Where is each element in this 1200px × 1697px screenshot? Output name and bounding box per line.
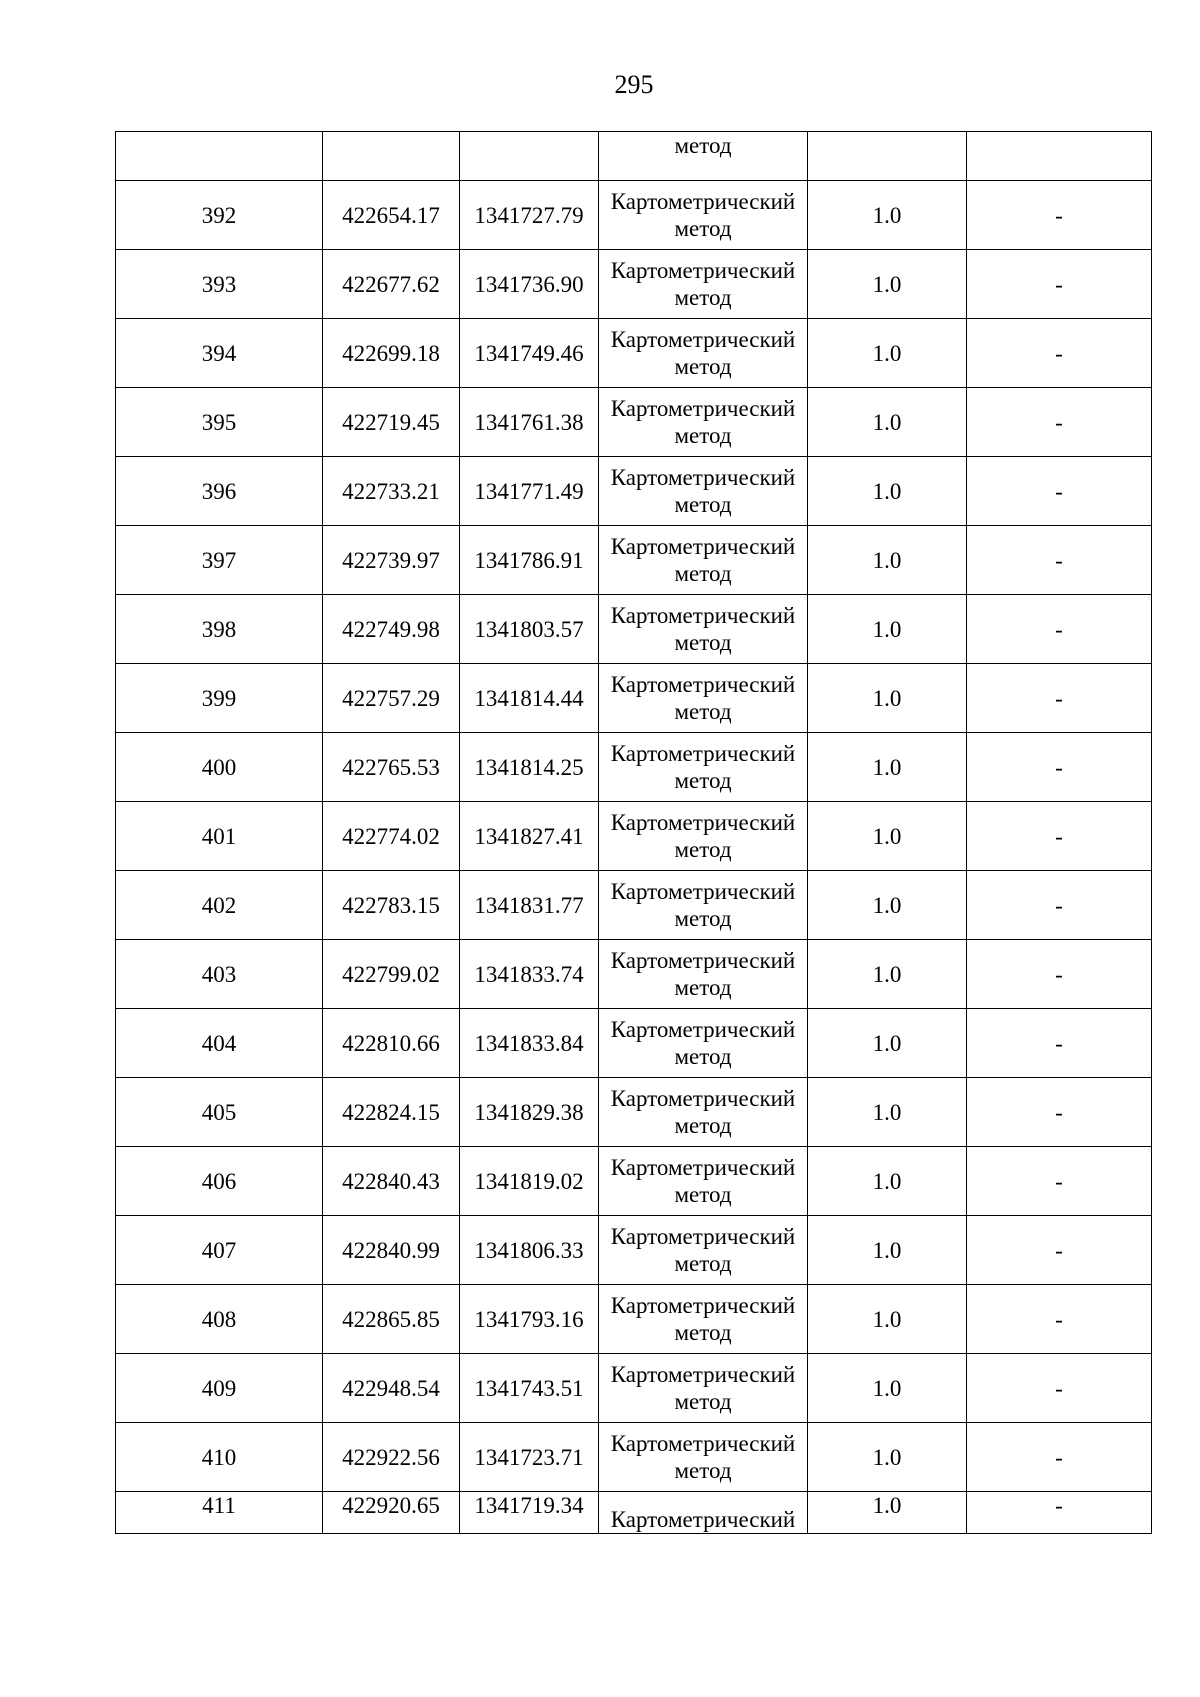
coordinates-table-body — [116, 132, 1152, 1534]
cell-accuracy: 1.0 — [808, 319, 967, 388]
cell-accuracy: 1.0 — [808, 1216, 967, 1285]
cell-x — [323, 132, 460, 181]
cell-note: - — [967, 940, 1152, 1009]
method-line-2: метод — [674, 216, 732, 241]
cell-accuracy: 1.0 — [808, 1285, 967, 1354]
cell-method — [599, 1216, 808, 1285]
cell-method — [599, 664, 808, 733]
cell-point-number: 400 — [116, 733, 323, 802]
cell-y: 1341827.41 — [460, 802, 599, 871]
cell-note: - — [967, 250, 1152, 319]
cell-y: 1341814.44 — [460, 664, 599, 733]
cell-point-number: 396 — [116, 457, 323, 526]
cell-point-number: 401 — [116, 802, 323, 871]
cell-method — [599, 457, 808, 526]
cell-method — [599, 1285, 808, 1354]
cell-x: 422749.98 — [323, 595, 460, 664]
cell-accuracy — [808, 132, 967, 181]
cell-point-number: 392 — [116, 181, 323, 250]
cell-y: 1341814.25 — [460, 733, 599, 802]
cell-accuracy: 1.0 — [808, 1423, 967, 1492]
cell-point-number: 393 — [116, 250, 323, 319]
method-line-1: Картометрический — [610, 258, 796, 283]
cell-y — [460, 132, 599, 181]
table-row — [116, 526, 1152, 595]
cell-method — [599, 1147, 808, 1216]
method-line-1: Картометрический — [610, 1293, 796, 1318]
method-line-1: Картометрический — [610, 396, 796, 421]
method-line-2: метод — [674, 354, 732, 379]
cell-method — [599, 181, 808, 250]
method-line-1: Картометрический — [610, 1155, 796, 1180]
cell-x: 422677.62 — [323, 250, 460, 319]
method-line-2: метод — [674, 1113, 732, 1138]
cell-x: 422765.53 — [323, 733, 460, 802]
cell-x: 422922.56 — [323, 1423, 460, 1492]
method-line-2: метод — [674, 1320, 732, 1345]
method-line-1: Картометрический — [610, 1224, 796, 1249]
cell-point-number: 398 — [116, 595, 323, 664]
cell-accuracy: 1.0 — [808, 802, 967, 871]
table-row — [116, 1354, 1152, 1423]
cell-note: - — [967, 802, 1152, 871]
cell-x: 422654.17 — [323, 181, 460, 250]
cell-accuracy: 1.0 — [808, 1147, 967, 1216]
method-line-1: Картометрический — [610, 465, 796, 490]
method-line-2: метод — [674, 630, 732, 655]
table-row — [116, 1009, 1152, 1078]
table-row — [116, 388, 1152, 457]
cell-method — [599, 388, 808, 457]
cell-point-number: 406 — [116, 1147, 323, 1216]
cell-x: 422920.65 — [323, 1492, 460, 1534]
cell-accuracy: 1.0 — [808, 1009, 967, 1078]
cell-point-number: 411 — [116, 1492, 323, 1534]
cell-method — [599, 250, 808, 319]
cell-accuracy: 1.0 — [808, 940, 967, 1009]
cell-note: - — [967, 1147, 1152, 1216]
table-row — [116, 1216, 1152, 1285]
cell-note: - — [967, 319, 1152, 388]
cell-method — [599, 940, 808, 1009]
method-line-1: Картометрический — [610, 810, 796, 835]
cell-note: - — [967, 457, 1152, 526]
cell-y: 1341761.38 — [460, 388, 599, 457]
cell-note: - — [967, 1285, 1152, 1354]
cell-x: 422948.54 — [323, 1354, 460, 1423]
method-line-1: Картометрический — [610, 672, 796, 697]
cell-point-number: 399 — [116, 664, 323, 733]
cell-accuracy: 1.0 — [808, 1492, 967, 1534]
cell-note: - — [967, 733, 1152, 802]
cell-point-number: 408 — [116, 1285, 323, 1354]
method-line-1: Картометрический — [610, 1362, 796, 1387]
method-line-1: Картометрический — [610, 879, 796, 904]
method-line-1: Картометрический — [610, 1086, 796, 1111]
method-line-2: метод — [674, 768, 732, 793]
table-row — [116, 250, 1152, 319]
method-line-1: Картометрический — [610, 189, 796, 214]
cell-accuracy: 1.0 — [808, 388, 967, 457]
cell-x: 422719.45 — [323, 388, 460, 457]
cell-x: 422739.97 — [323, 526, 460, 595]
cell-accuracy: 1.0 — [808, 250, 967, 319]
cell-point-number: 409 — [116, 1354, 323, 1423]
cell-x: 422757.29 — [323, 664, 460, 733]
cell-method — [599, 871, 808, 940]
table-row — [116, 733, 1152, 802]
cell-y: 1341829.38 — [460, 1078, 599, 1147]
coordinates-table — [115, 131, 1152, 1534]
cell-x: 422824.15 — [323, 1078, 460, 1147]
cell-method — [599, 1423, 808, 1492]
table-row — [116, 871, 1152, 940]
table-row — [116, 595, 1152, 664]
method-line-2: метод — [674, 837, 732, 862]
cell-accuracy: 1.0 — [808, 457, 967, 526]
cell-note: - — [967, 871, 1152, 940]
method-line-2: метод — [674, 285, 732, 310]
table-row — [116, 1285, 1152, 1354]
table-row — [116, 457, 1152, 526]
table-row-last — [116, 1492, 1152, 1534]
table-row — [116, 802, 1152, 871]
cell-x: 422840.99 — [323, 1216, 460, 1285]
table-row — [116, 319, 1152, 388]
cell-method — [599, 733, 808, 802]
method-line-2: метод — [674, 975, 732, 1000]
table-row — [116, 181, 1152, 250]
cell-note: - — [967, 664, 1152, 733]
cell-y: 1341819.02 — [460, 1147, 599, 1216]
cell-note: - — [967, 1216, 1152, 1285]
cell-y: 1341736.90 — [460, 250, 599, 319]
cell-x: 422799.02 — [323, 940, 460, 1009]
cell-note: - — [967, 1354, 1152, 1423]
cell-method — [599, 1078, 808, 1147]
table-row — [116, 940, 1152, 1009]
method-line-2: метод — [674, 492, 732, 517]
cell-method — [599, 1492, 808, 1534]
cell-x: 422783.15 — [323, 871, 460, 940]
cell-accuracy: 1.0 — [808, 1354, 967, 1423]
cell-accuracy: 1.0 — [808, 871, 967, 940]
method-line-1: Картометрический — [610, 741, 796, 766]
cell-point-number: 407 — [116, 1216, 323, 1285]
cell-note: - — [967, 388, 1152, 457]
method-line-2: метод — [674, 1251, 732, 1276]
cell-y: 1341793.16 — [460, 1285, 599, 1354]
cell-y: 1341833.84 — [460, 1009, 599, 1078]
method-line-1: Картометрический — [610, 327, 796, 352]
cell-x: 422733.21 — [323, 457, 460, 526]
method-line-2: метод — [674, 1458, 732, 1483]
cell-method — [599, 526, 808, 595]
cell-y: 1341743.51 — [460, 1354, 599, 1423]
cell-note: - — [967, 1492, 1152, 1534]
cell-method — [599, 1009, 808, 1078]
page-number: 295 — [614, 70, 654, 99]
cell-y: 1341786.91 — [460, 526, 599, 595]
cell-method — [599, 595, 808, 664]
table-row — [116, 664, 1152, 733]
cell-note: - — [967, 1009, 1152, 1078]
table-row — [116, 1423, 1152, 1492]
method-line-2: метод — [674, 906, 732, 931]
carryover-row — [116, 132, 1152, 181]
cell-y: 1341806.33 — [460, 1216, 599, 1285]
cell-y: 1341719.34 — [460, 1492, 599, 1534]
cell-point-number — [116, 132, 323, 181]
method-line-2: метод — [674, 1389, 732, 1414]
method-line-1: Картометрический — [610, 534, 796, 559]
cell-y: 1341831.77 — [460, 871, 599, 940]
cell-y: 1341723.71 — [460, 1423, 599, 1492]
cell-note: - — [967, 181, 1152, 250]
cell-note — [967, 132, 1152, 181]
cell-note: - — [967, 1078, 1152, 1147]
cell-point-number: 410 — [116, 1423, 323, 1492]
cell-point-number: 403 — [116, 940, 323, 1009]
cell-method — [599, 1354, 808, 1423]
cell-accuracy: 1.0 — [808, 1078, 967, 1147]
method-line-1: Картометрический — [610, 1431, 796, 1456]
cell-x: 422774.02 — [323, 802, 460, 871]
cell-note: - — [967, 1423, 1152, 1492]
cell-note: - — [967, 526, 1152, 595]
cell-point-number: 402 — [116, 871, 323, 940]
cell-method — [599, 802, 808, 871]
method-line-2: метод — [674, 699, 732, 724]
cell-x: 422865.85 — [323, 1285, 460, 1354]
cell-point-number: 397 — [116, 526, 323, 595]
table-row — [116, 1147, 1152, 1216]
cell-method — [599, 132, 808, 181]
cell-y: 1341803.57 — [460, 595, 599, 664]
cell-accuracy: 1.0 — [808, 526, 967, 595]
method-line-2: метод — [674, 1044, 732, 1069]
cell-y: 1341727.79 — [460, 181, 599, 250]
method-line-2: метод — [674, 561, 732, 586]
cell-x: 422699.18 — [323, 319, 460, 388]
cell-y: 1341749.46 — [460, 319, 599, 388]
cell-point-number: 395 — [116, 388, 323, 457]
method-line-1: Картометрический — [610, 948, 796, 973]
cell-accuracy: 1.0 — [808, 733, 967, 802]
cell-point-number: 404 — [116, 1009, 323, 1078]
cell-accuracy: 1.0 — [808, 664, 967, 733]
cell-method — [599, 319, 808, 388]
method-line-2: метод — [674, 1182, 732, 1207]
cell-y: 1341771.49 — [460, 457, 599, 526]
cell-x: 422810.66 — [323, 1009, 460, 1078]
cell-note: - — [967, 595, 1152, 664]
method-line-1: Картометрический — [610, 1507, 796, 1532]
cell-x: 422840.43 — [323, 1147, 460, 1216]
cell-point-number: 394 — [116, 319, 323, 388]
method-line-2: метод — [674, 423, 732, 448]
cell-accuracy: 1.0 — [808, 595, 967, 664]
cell-point-number: 405 — [116, 1078, 323, 1147]
cell-y: 1341833.74 — [460, 940, 599, 1009]
method-line-2: метод — [674, 133, 732, 158]
method-line-1: Картометрический — [610, 603, 796, 628]
method-line-1: Картометрический — [610, 1017, 796, 1042]
cell-accuracy: 1.0 — [808, 181, 967, 250]
table-row — [116, 1078, 1152, 1147]
